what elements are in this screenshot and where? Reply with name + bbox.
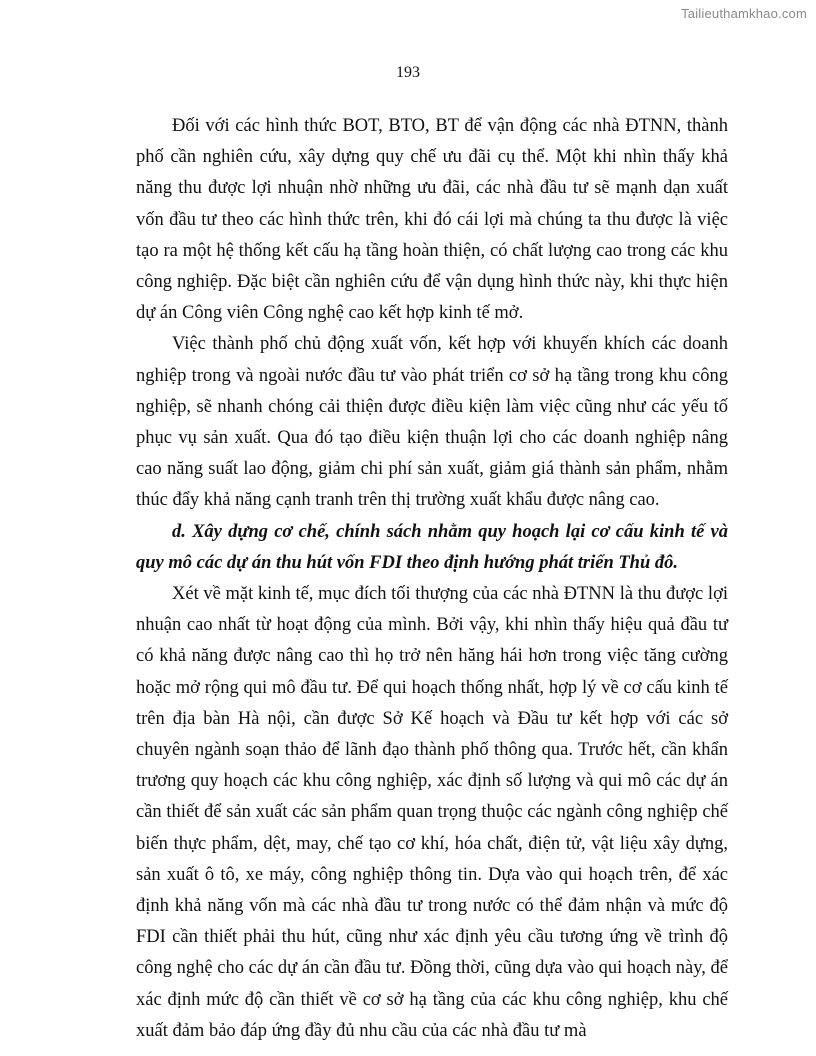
page-number: 193: [396, 64, 420, 81]
document-body: [136, 111, 728, 1047]
paragraph-city-capital: Việc thành phố chủ động xuất vốn, kết hợp với khuyến khích các doanh nghiệp trong và ngoài nước đầu tư vào phát triển cơ sở hạ tầng trong khu công nghiệp, sẽ nhanh chóng cải thiện được điều kiện làm việc cũng như các yếu tố phục vụ sản xuất. Qua đó tạo điều kiện thuận lợi cho các doanh nghiệp nâng cao năng suất lao động, giảm chi phí sản xuất, giảm giá thành sản phẩm, nhằm thúc đẩy khả năng cạnh tranh trên thị trường xuất khẩu được nâng cao.: [136, 334, 728, 511]
watermark-text: Tailieuthamkhao.com: [681, 6, 807, 21]
paragraph-economic-planning: Xét về mặt kinh tế, mục đích tối thượng của các nhà ĐTNN là thu được lợi nhuận cao nhất từ hoạt động của mình. Bởi vậy, khi nhìn thấy hiệu quả đầu tư có khả năng được nâng cao thì họ trở nên hăng hái hơn trong việc tăng cường hoặc mở rộng qui mô đầu tư. Để qui hoạch thống nhất, hợp lý về cơ cấu kinh tế trên địa bàn Hà nội, cần được Sở Kế hoạch và Đầu tư kết hợp với các sở chuyên ngành soạn thảo để lãnh đạo thành phố thông qua. Trước hết, cần khẩn trương quy hoạch các khu công nghiệp, xác định số lượng và qui mô các dự án cần thiết để sản xuất các sản phẩm quan trọng thuộc các ngành công nghiệp chế biến thực phẩm, dệt, may, chế tạo cơ khí, hóa chất, điện tử, vật liệu xây dựng, sản xuất ô tô, xe máy, công nghiệp thông tin. Dựa vào qui hoạch trên, để xác định khả năng vốn mà các nhà đầu tư trong nước có thể đảm nhận và mức độ FDI cần thiết phải thu hút, cũng như xác định yêu cầu tương ứng về trình độ công nghệ cho các dự án cần đầu tư. Đồng thời, cũng dựa vào qui hoạch này, để xác định mức độ cần thiết về cơ sở hạ tầng của các khu công nghiệp, khu chế xuất đảm bảo đáp ứng đầy đủ nhu cầu của các nhà đầu tư mà: [136, 584, 728, 1041]
paragraph-bot-bto-bt: Đối với các hình thức BOT, BTO, BT để vận động các nhà ĐTNN, thành phố cần nghiên cứu, xây dựng quy chế ưu đãi cụ thể. Một khi nhìn thấy khả năng thu được lợi nhuận nhờ những ưu đãi, các nhà đầu tư sẽ mạnh dạn xuất vốn đầu tư theo các hình thức trên, khi đó cái lợi mà chúng ta thu được là việc tạo ra một hệ thống kết cấu hạ tầng hoàn thiện, có chất lượng cao trong các khu công nghiệp. Đặc biệt cần nghiên cứu để vận dụng hình thức này, khi thực hiện dự án Công viên Công nghệ cao kết hợp kinh tế mở.: [136, 116, 728, 324]
section-heading-d: d. Xây dựng cơ chế, chính sách nhằm quy hoạch lại cơ cấu kinh tế và quy mô các dự án thu hút vốn FDI theo định hướng phát triển Thủ đô.: [136, 521, 728, 573]
